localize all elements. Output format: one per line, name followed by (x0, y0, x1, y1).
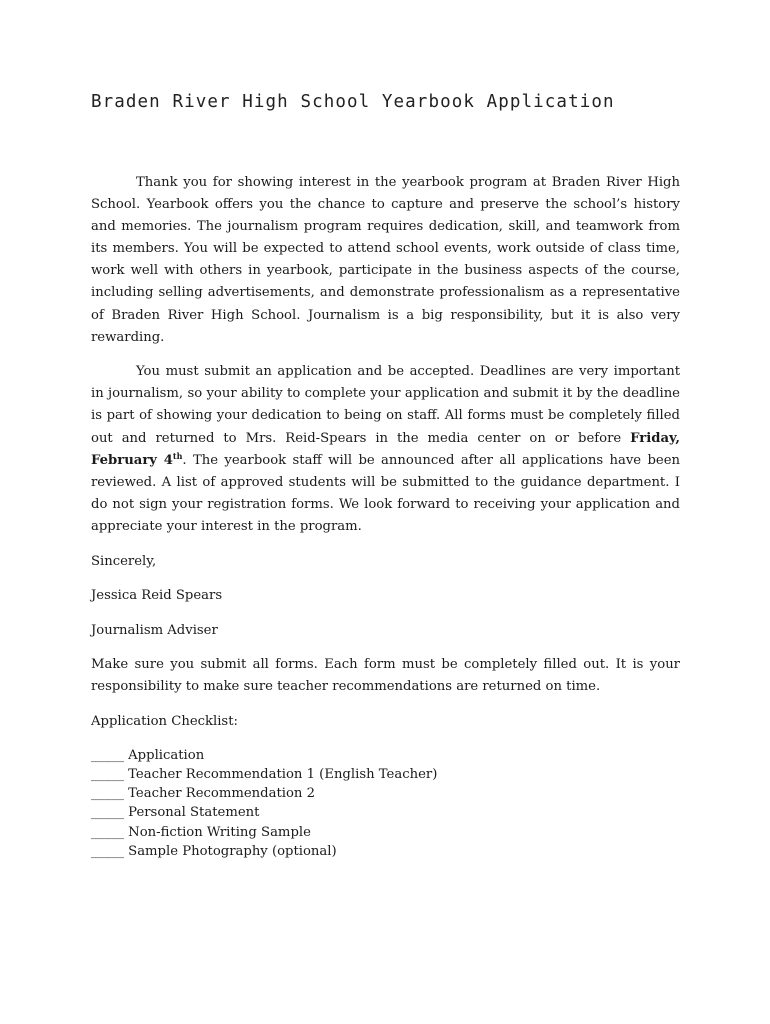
checklist-item-writing-sample: _____ Non-fiction Writing Sample (91, 824, 311, 840)
document-title: Braden River High School Yearbook Application (91, 92, 615, 112)
checklist-item-teacher-recommendation-2: _____ Teacher Recommendation 2 (91, 786, 315, 802)
intro-paragraph: Thank you for showing interest in the yearbook program at Braden River High School. Yearbook offers you the chance to capture and preserve the school’s history and memories. The journalism program requires dedication, skill, and teamwork from its members. You will be expected to attend school events, work outside of class time, work well with others in yearbook, participate in the business aspects of the course, including selling advertisements, and demonstrate professionalism as a representative of Braden River High School. Journalism is a big responsibility, but it is also very rewarding. (91, 175, 680, 345)
deadline-paragraph (91, 361, 680, 538)
deadline-date-suffix: th (172, 450, 183, 461)
checklist-item-sample-photography: _____ Sample Photography (optional) (91, 844, 337, 860)
checklist-item-application: _____ Application (91, 747, 205, 763)
closing: Sincerely, (91, 553, 157, 569)
checklist-item-personal-statement: _____ Personal Statement (91, 805, 260, 821)
reminder-paragraph: Make sure you submit all forms. Each form must be completely filled out. It is your responsibility to make sure teacher recommendations are returned on time. (91, 657, 680, 695)
signer-name: Jessica Reid Spears (91, 588, 223, 604)
checklist-item-teacher-recommendation-1: _____ Teacher Recommendation 1 (English Teacher) (91, 766, 438, 782)
signer-title: Journalism Adviser (91, 622, 218, 638)
checklist-heading: Application Checklist: (91, 713, 238, 729)
letter-body (91, 172, 680, 861)
application-checklist (91, 746, 680, 862)
deadline-paragraph-text-after: . The yearbook staff will be announced after all applications have been reviewed. A list of approved students will be submitted to the guidance department. I do not sign your registration forms. We look forward to receiving your application and appreciate your interest in the program. (91, 452, 680, 534)
deadline-date-text: Friday, February 4 (91, 430, 680, 468)
deadline-paragraph-text-before: You must submit an application and be accepted. Deadlines are very important in journalism, so your ability to complete your application and submit it by the deadline is part of showing your dedication to being on staff. All forms must be completely filled out and returned to Mrs. Reid-Spears in the media center on or before (91, 364, 680, 446)
